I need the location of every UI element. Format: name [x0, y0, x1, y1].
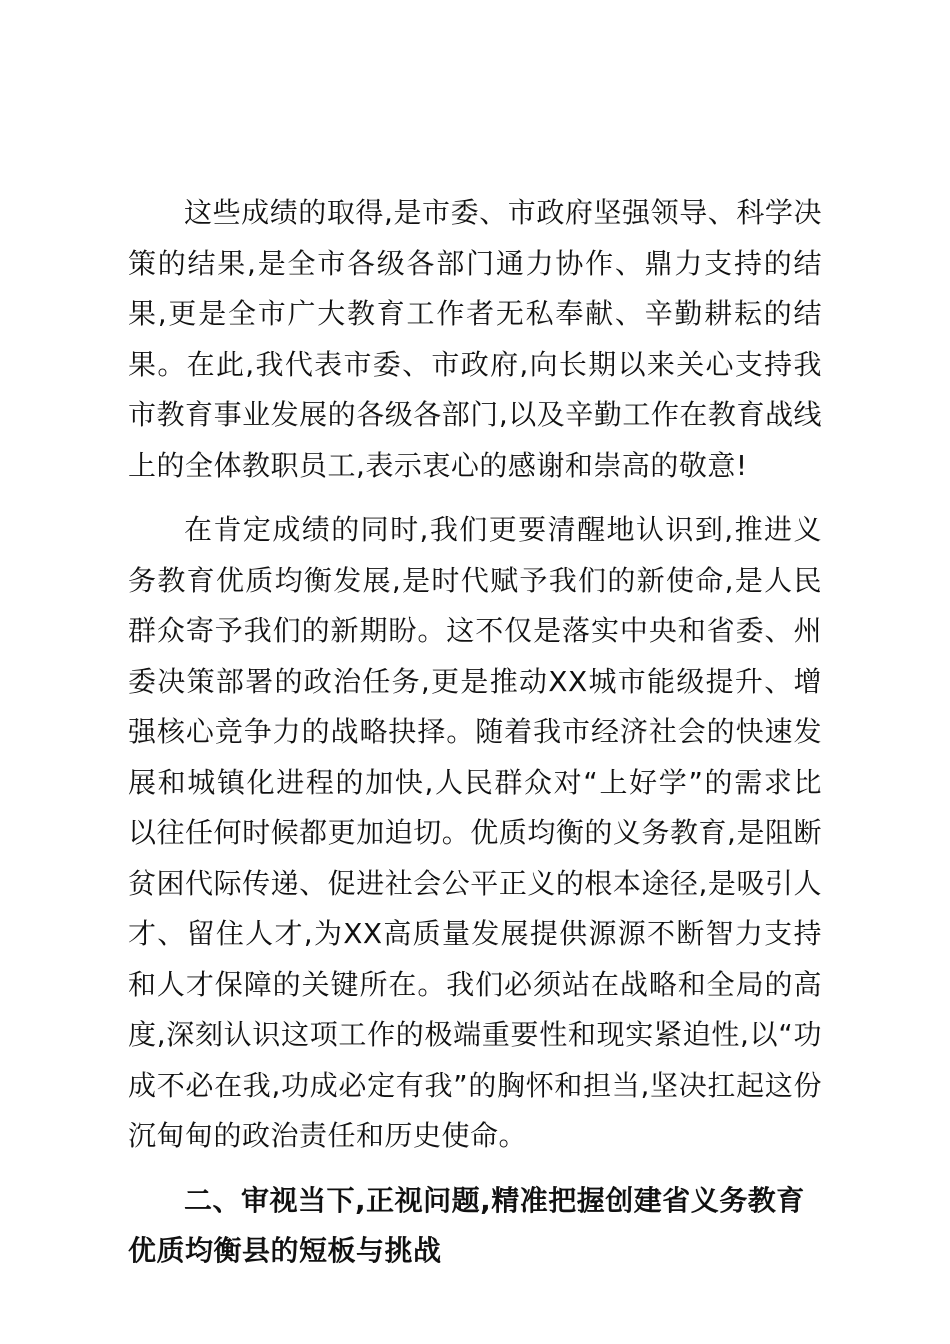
section-heading: 二、审视当下,正视问题,精准把握创建省义务教育优质均衡县的短板与挑战 — [128, 1183, 805, 1267]
paragraph-achievements-thanks: 这些成绩的取得,是市委、市政府坚强领导、科学决策的结果,是全市各级各部门通力协作、鼎力支持的结果,更是全市广大教育工作者无私奉献、辛勤耕耘的结果。在此,我代表市委、市政府,向长期以来关心支持我市教育事业发展的各级各部门,以及辛勤工作在教育战线上的全体教职员工,表示衷心的感谢和崇高的敬意! — [128, 196, 822, 482]
document-body — [128, 188, 822, 1277]
paragraph-mission-significance: 在肯定成绩的同时,我们更要清醒地认识到,推进义务教育优质均衡发展,是时代赋予我们的新使命,是人民群众寄予我们的新期盼。这不仅是落实中央和省委、州委决策部署的政治任务,更是推动XX城市能级提升、增强核心竞争力的战略抉择。随着我市经济社会的快速发展和城镇化进程的加快,人民群众对“上好学”的需求比以往任何时候都更加迫切。优质均衡的义务教育,是阻断贫困代际传递、促进社会公平正义的根本途径,是吸引人才、留住人才,为XX高质量发展提供源源不断智力支持和人才保障的关键所在。我们必须站在战略和全局的高度,深刻认识这项工作的极端重要性和现实紧迫性,以“功成不必在我,功成必定有我”的胸怀和担当,坚决扛起这份沉甸甸的政治责任和历史使命。 — [128, 513, 822, 1152]
